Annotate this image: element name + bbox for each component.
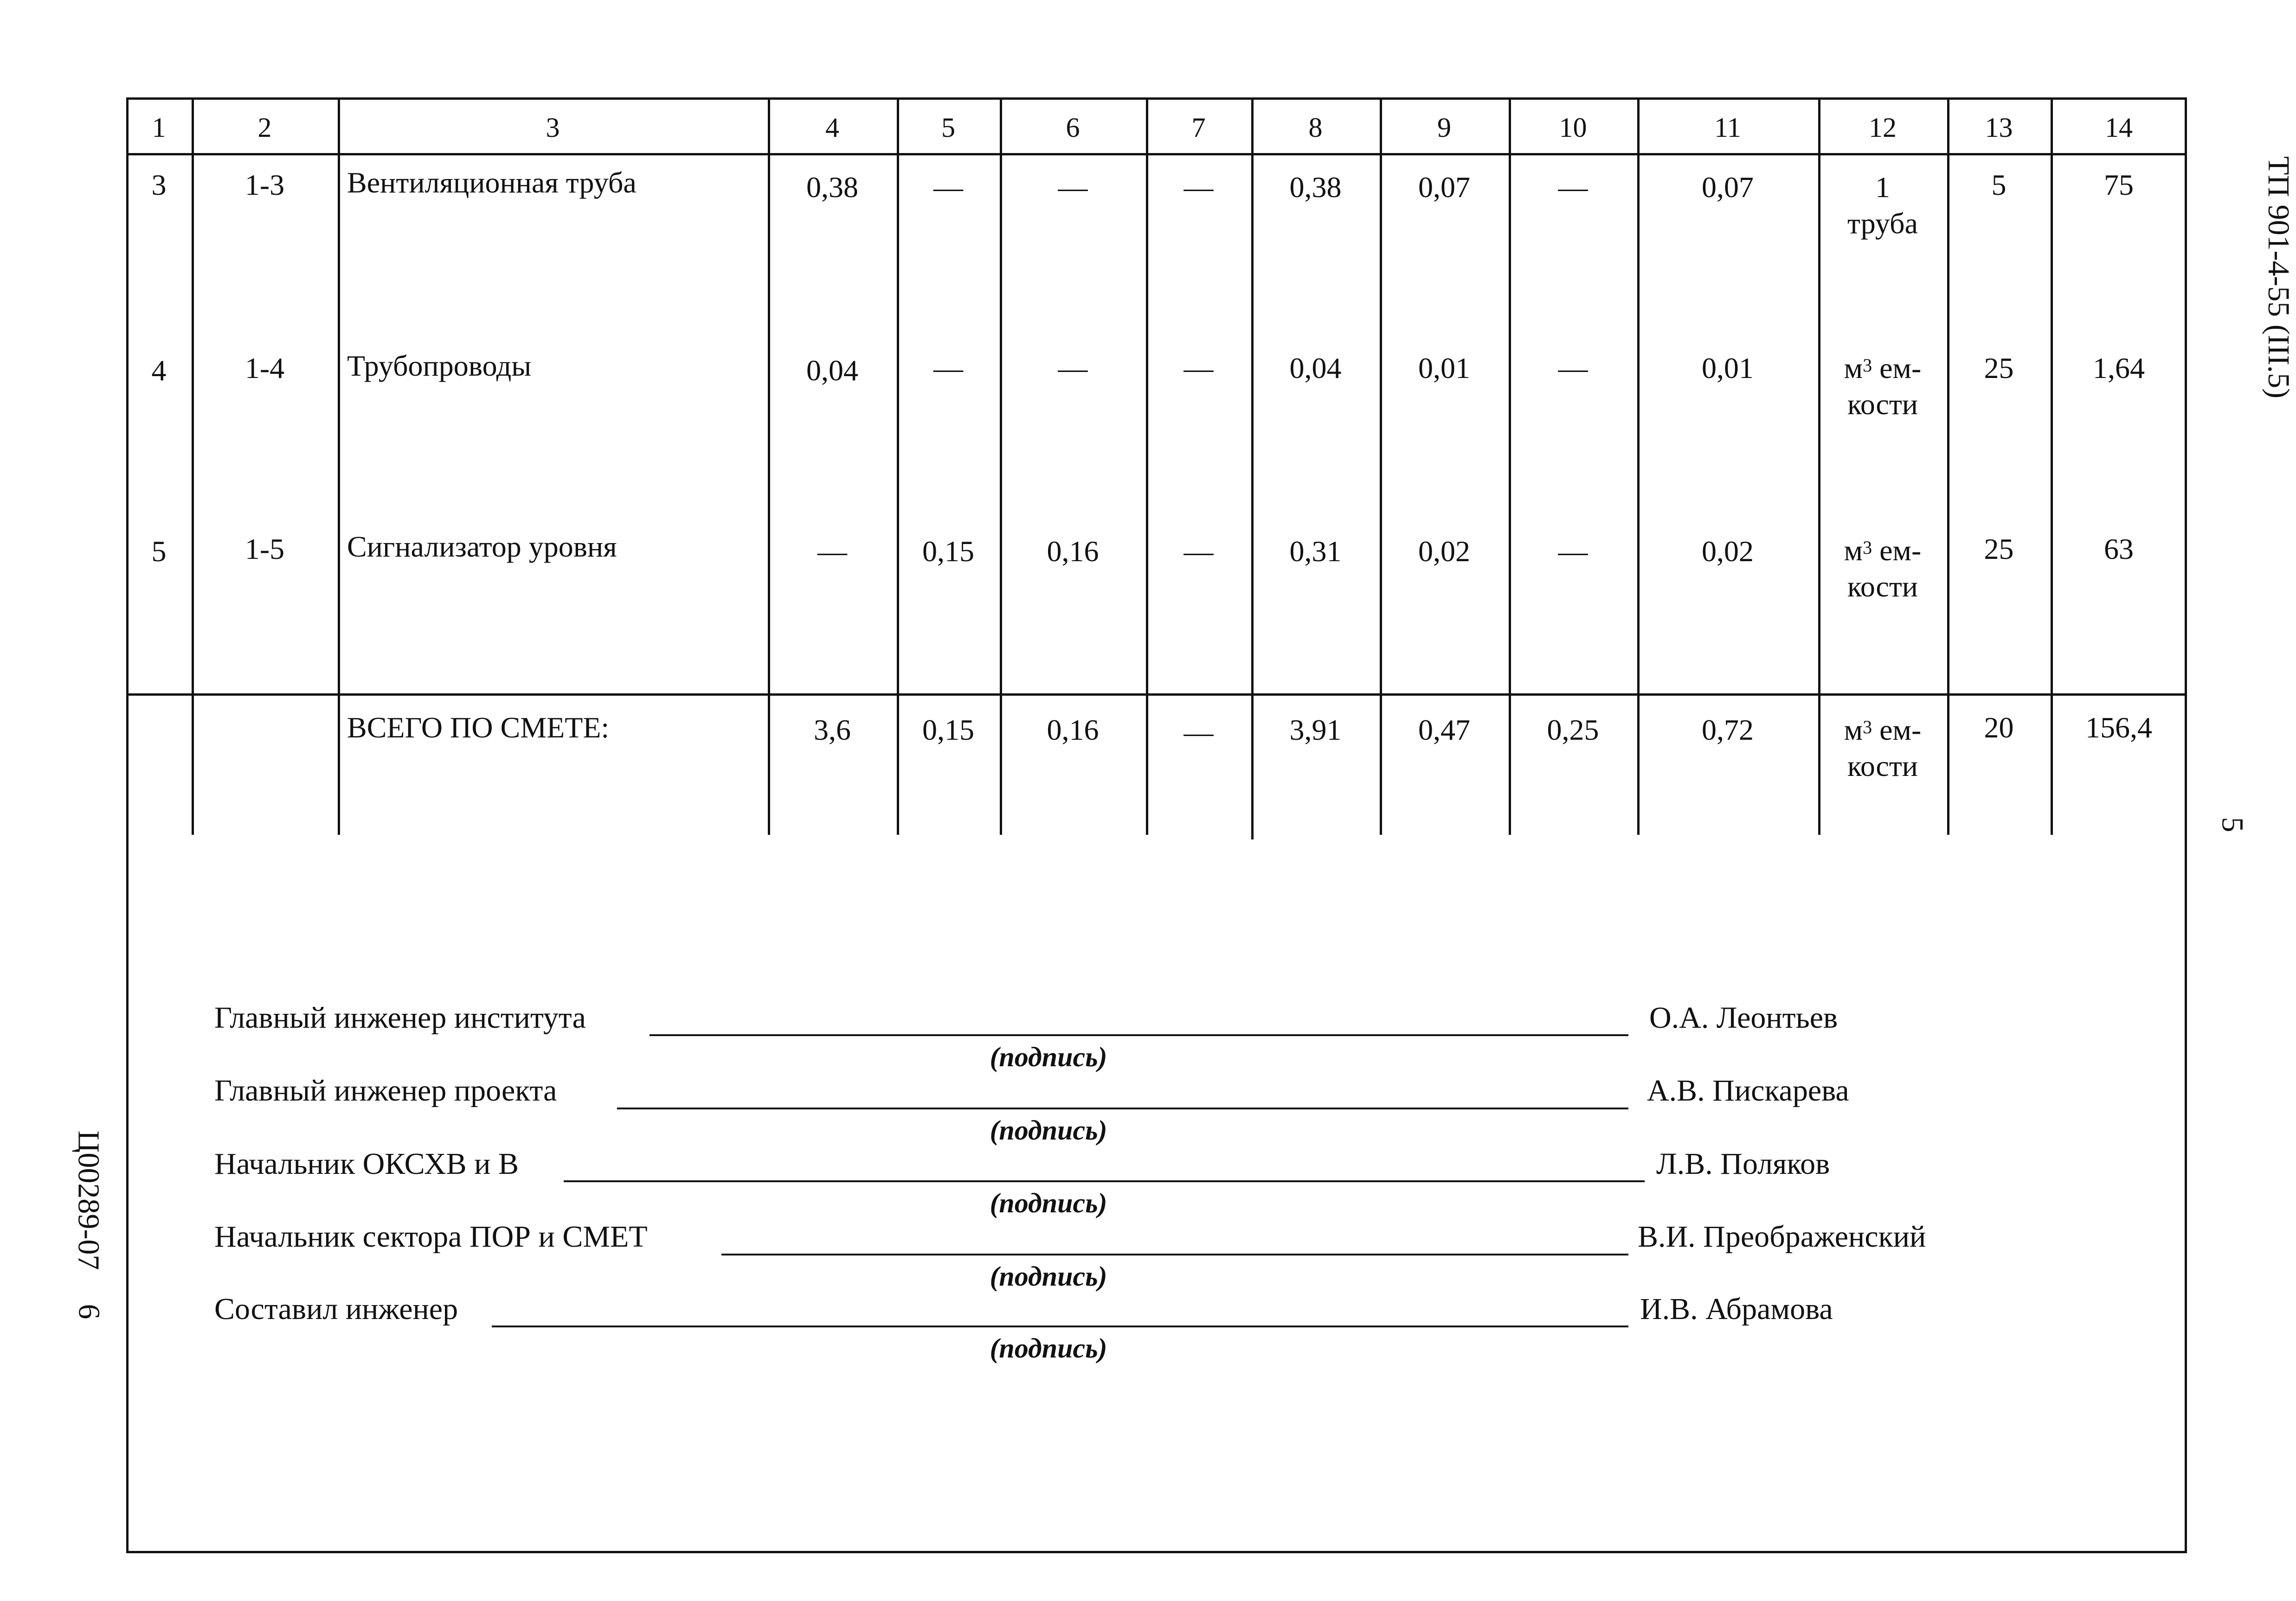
cell: 25 [1984,352,2014,384]
signature-role: Начальник ОКСХВ и В [214,1147,519,1181]
unit-line2: кости [1847,388,1918,421]
cell: 0,07 [1418,171,1470,204]
cell-code: 1-4 [244,352,285,384]
column-header: 9 [1437,112,1451,143]
unit-m: м [1844,534,1863,567]
col-line [192,97,194,835]
column-header: 8 [1308,112,1323,143]
cell: — [933,171,963,204]
doc-code: ТП 901-4-55 (III.5) [2262,156,2296,399]
unit-sup: 3 [1863,355,1872,376]
cell: 0,15 [922,535,974,568]
unit-line1: 1 [1875,171,1890,204]
unit-m: м [1844,352,1863,384]
unit-sup: 3 [1863,717,1872,737]
column-header: 6 [1066,112,1080,143]
cell: 0,16 [1047,535,1099,568]
cell-name: Сигнализатор уровня [347,530,617,563]
signature-role: Составил инженер [214,1292,458,1326]
unit-sup: 3 [1863,537,1872,558]
cell: — [1183,171,1214,204]
column-header: 4 [825,112,839,143]
signature-role: Начальник сектора ПОР и СМЕТ [214,1220,648,1254]
signature-caption: (подпись) [990,1115,1107,1146]
total-divider [126,693,2187,696]
cell-name: Вентиляционная труба [347,166,637,199]
col-line [338,97,340,835]
cell: 0,47 [1418,713,1470,746]
cell: 75 [2104,168,2134,201]
signature-line [564,1180,1645,1182]
unit-m: м [1844,713,1863,746]
signature-role: Главный инженер проекта [214,1074,557,1108]
column-header: 11 [1714,112,1741,143]
cell-code: 1-3 [244,168,285,201]
unit-line2: кости [1847,749,1918,782]
cell: — [933,352,963,384]
page-number-left: 6 [72,1304,106,1319]
cell-name: Трубопроводы [347,349,532,382]
cell: 0,31 [1289,535,1342,568]
header-divider [126,153,2187,155]
cell: 20 [1984,711,2014,744]
cell: 0,04 [806,354,858,387]
column-header: 5 [941,112,955,143]
signature-name: О.А. Леонтьев [1649,1001,1838,1035]
cell: 0,38 [1289,171,1342,204]
cell-num: 4 [151,354,167,387]
cell: — [1558,535,1588,568]
cell: 0,38 [806,171,858,204]
signature-caption: (подпись) [990,1188,1107,1218]
signature-line [650,1034,1628,1036]
cell: 5 [1991,168,2007,201]
unit-line2: кости [1847,570,1918,603]
column-header: 14 [2105,112,2133,143]
cell: 0,25 [1547,713,1599,746]
cell: 0,01 [1702,352,1754,384]
cell: 3,6 [814,713,851,746]
cell: 1,64 [2093,352,2145,384]
cell: 0,04 [1289,352,1342,384]
cell: — [1558,352,1588,384]
cell: 0,72 [1702,713,1754,746]
cell: 0,07 [1702,171,1754,204]
sheet-code: Ц00289-07 [71,1130,106,1270]
unit-em: ем- [1872,534,1922,567]
cell-unit [1818,350,1947,423]
cell: 25 [1984,532,2014,565]
cell: — [1058,171,1088,204]
signature-role: Главный инженер института [214,1001,586,1035]
unit-em: ем- [1872,352,1922,384]
cell: 3,91 [1289,713,1342,746]
signature-line [617,1108,1628,1109]
signature-line [721,1254,1628,1255]
cell: 63 [2104,532,2134,565]
signature-caption: (подпись) [990,1261,1107,1292]
cell: — [1183,535,1214,568]
page-number-right: 5 [2215,817,2250,833]
cell: — [817,535,847,568]
column-header: 13 [1985,112,2013,143]
cell: — [1058,352,1088,384]
cell: 156,4 [2085,711,2152,744]
cell: — [1183,716,1214,749]
cell: 0,01 [1418,352,1470,384]
cell-code: 1-5 [244,532,285,565]
column-header: 7 [1191,112,1206,143]
signature-caption: (подпись) [990,1042,1107,1072]
cell-num: 5 [151,535,167,568]
cell: 0,16 [1047,713,1099,746]
column-header: 12 [1869,112,1897,143]
column-header: 1 [152,112,166,143]
cell-unit [1818,169,1947,242]
cell-num: 3 [151,168,167,201]
cell: 0,02 [1418,535,1470,568]
signature-name: И.В. Абрамова [1640,1292,1833,1326]
signature-name: В.И. Преображенский [1638,1220,1926,1254]
unit-line2: труба [1847,207,1918,240]
signature-caption: (подпись) [990,1333,1107,1364]
cell: 0,02 [1702,535,1754,568]
cell: — [1183,352,1214,384]
total-label: ВСЕГО ПО СМЕТЕ: [347,711,610,744]
signature-line [492,1326,1628,1327]
cell-unit [1818,712,1947,784]
cell: 0,15 [922,713,974,746]
cell: — [1558,171,1588,204]
signature-name: Л.В. Поляков [1656,1147,1830,1181]
column-header: 3 [546,112,560,143]
unit-em: ем- [1872,713,1922,746]
signature-name: А.В. Пискарева [1647,1074,1849,1108]
column-header: 2 [257,112,272,143]
cell-unit [1818,532,1947,605]
column-header: 10 [1559,112,1587,143]
